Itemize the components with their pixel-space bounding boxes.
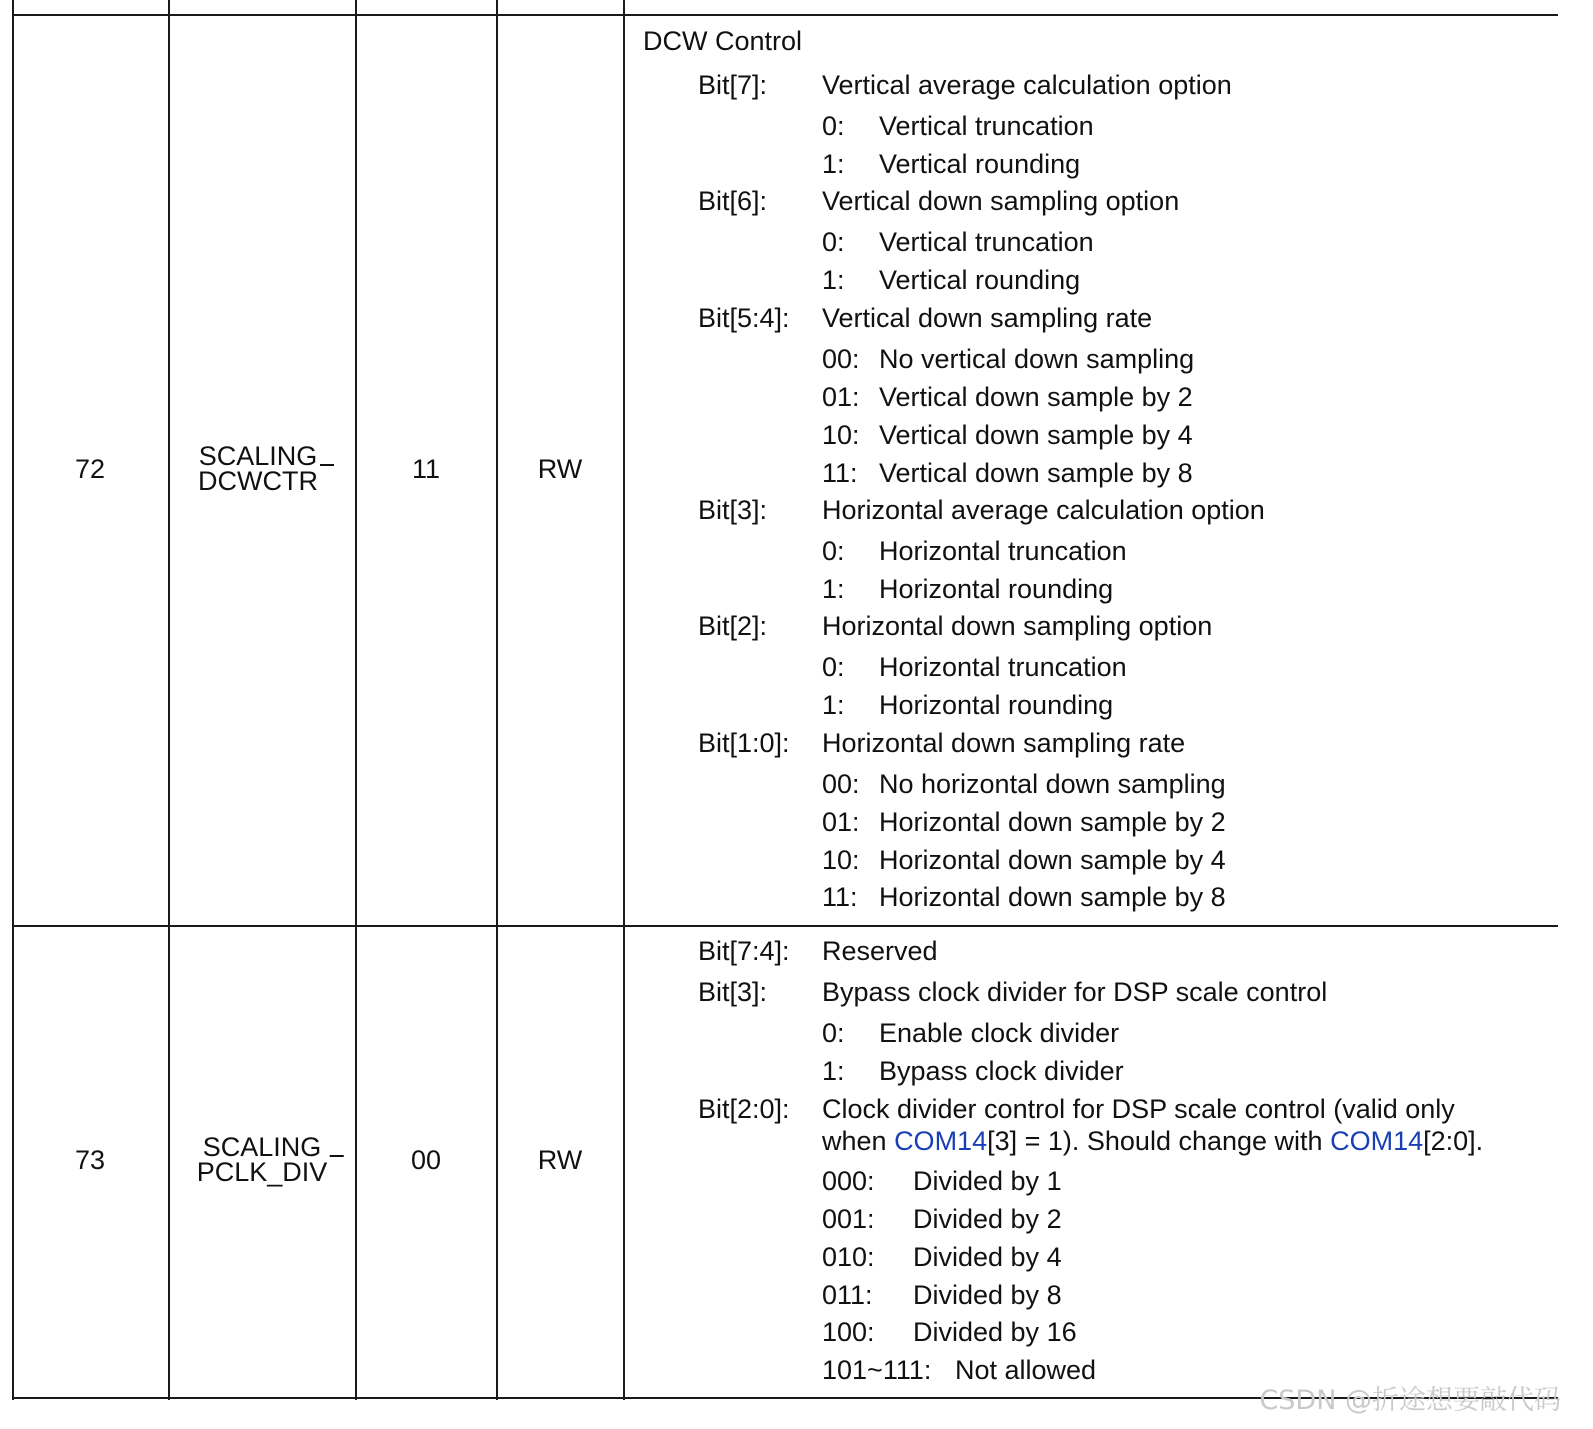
register-name-line1: SCALING [197, 1135, 328, 1160]
option-text: Not allowed [955, 1355, 1097, 1385]
text-fragment: when [822, 1126, 895, 1156]
option-text: Horizontal down sample by 4 [879, 845, 1226, 875]
bit-description: Bypass clock divider for DSP scale control [822, 977, 1328, 1007]
bit-description: Horizontal down sampling option [822, 611, 1213, 641]
option-text: Vertical truncation [879, 227, 1094, 257]
bit-label: Bit[2]: [698, 611, 768, 641]
column-divider-1 [168, 0, 170, 1400]
option-text: Vertical truncation [879, 111, 1094, 141]
option-text: Horizontal rounding [879, 574, 1114, 604]
option-text: Horizontal truncation [879, 652, 1127, 682]
option-code: 0: [822, 111, 845, 141]
option-text: Horizontal down sample by 2 [879, 807, 1226, 837]
option-text: Divided by 4 [913, 1242, 1062, 1272]
option-code: 1: [822, 690, 845, 720]
bit-description: Vertical down sampling option [822, 186, 1180, 216]
option-code: 000: [822, 1166, 875, 1196]
bit-label: Bit[5:4]: [698, 303, 790, 333]
option-code: 10: [822, 845, 860, 875]
option-code: 010: [822, 1242, 875, 1272]
bit-label: Bit[3]: [698, 977, 768, 1007]
option-text: Vertical down sample by 4 [879, 420, 1193, 450]
register-name-line2: PCLK_DIV [196, 1157, 328, 1187]
option-code: 0: [822, 536, 845, 566]
option-text: Divided by 16 [913, 1317, 1077, 1347]
option-code: 1: [822, 1056, 845, 1086]
option-text: Divided by 2 [913, 1204, 1062, 1234]
register-name-cell [196, 1132, 328, 1187]
rw-cell: RW [537, 454, 583, 484]
option-code: 1: [822, 574, 845, 604]
row-top-border [12, 14, 1558, 16]
option-text: Vertical rounding [879, 149, 1081, 179]
bit-label: Bit[7:4]: [698, 936, 790, 966]
watermark: CSDN @折途想要敲代码 [1259, 1385, 1561, 1416]
bit-description: Clock divider control for DSP scale control (valid only [822, 1094, 1455, 1124]
table-border-left [12, 0, 14, 1400]
option-text: Divided by 1 [913, 1166, 1062, 1196]
row-divider [12, 925, 1558, 927]
option-text: Divided by 8 [913, 1280, 1062, 1310]
rw-cell: RW [537, 1145, 583, 1175]
option-code: 00: [822, 769, 860, 799]
bit-description: Horizontal average calculation option [822, 495, 1265, 525]
bit-label: Bit[7]: [698, 70, 768, 100]
option-code: 0: [822, 652, 845, 682]
bit-description: Vertical average calculation option [822, 70, 1232, 100]
option-text: Horizontal rounding [879, 690, 1114, 720]
option-text: Vertical down sample by 2 [879, 382, 1193, 412]
option-code: 11: [822, 458, 858, 488]
option-code: 11: [822, 882, 858, 912]
address-cell: 72 [74, 454, 106, 484]
option-code: 01: [822, 382, 860, 412]
default-value-cell: 11 [411, 454, 441, 484]
option-code: 001: [822, 1204, 875, 1234]
com14-link[interactable]: COM14 [894, 1126, 988, 1156]
register-name-line2: DCWCTR [198, 466, 318, 496]
bit-description: Horizontal down sampling rate [822, 728, 1186, 758]
option-text: Enable clock divider [879, 1018, 1120, 1048]
option-code: 0: [822, 1018, 845, 1048]
option-code: 10: [822, 420, 860, 450]
text-fragment: [3] = 1). Should change with [987, 1126, 1331, 1156]
bit-label: Bit[6]: [698, 186, 768, 216]
option-text: Horizontal down sample by 8 [879, 882, 1226, 912]
option-text: Vertical rounding [879, 265, 1081, 295]
address-cell: 73 [74, 1145, 106, 1175]
option-code: 1: [822, 149, 845, 179]
register-name-cell [198, 441, 318, 496]
option-text: No horizontal down sampling [879, 769, 1226, 799]
default-value-cell: 00 [410, 1145, 442, 1175]
column-divider-3 [496, 0, 498, 1400]
option-text: No vertical down sampling [879, 344, 1195, 374]
text-fragment: [2:0]. [1423, 1126, 1484, 1156]
option-code: 0: [822, 227, 845, 257]
bit-description: Reserved [822, 936, 938, 966]
option-code: 101~111: [822, 1355, 932, 1385]
option-text: Horizontal truncation [879, 536, 1127, 566]
bit-label: Bit[3]: [698, 495, 768, 525]
option-code: 00: [822, 344, 860, 374]
column-divider-2 [355, 0, 357, 1400]
bit-description: Vertical down sampling rate [822, 303, 1153, 333]
com14-link[interactable]: COM14 [1330, 1126, 1424, 1156]
bit-label: Bit[1:0]: [698, 728, 790, 758]
option-code: 100: [822, 1317, 875, 1347]
option-code: 011: [822, 1280, 873, 1310]
option-text: Bypass clock divider [879, 1056, 1124, 1086]
bit-description-continued [822, 1126, 1483, 1156]
register-name-line1: SCALING [198, 441, 318, 471]
description-title: DCW Control [643, 26, 803, 56]
option-code: 01: [822, 807, 860, 837]
bit-label: Bit[2:0]: [698, 1094, 790, 1124]
column-divider-4 [623, 0, 625, 1400]
option-code: 1: [822, 265, 845, 295]
option-text: Vertical down sample by 8 [879, 458, 1193, 488]
